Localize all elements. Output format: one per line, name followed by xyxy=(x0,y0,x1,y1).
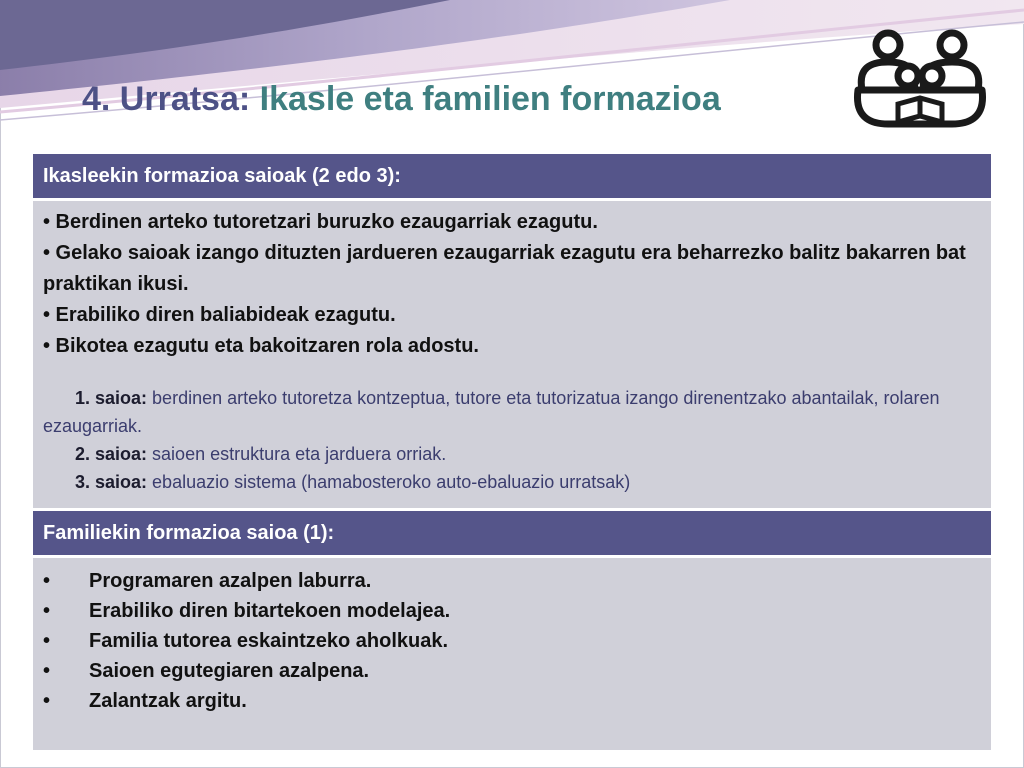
list-item xyxy=(43,566,981,596)
session-list xyxy=(43,384,979,496)
bullet-symbol: • xyxy=(43,660,51,682)
list-item xyxy=(43,656,981,686)
students-bullet: • Erabiliko diren baliabideak ezagutu. xyxy=(43,304,396,326)
group-reading-icon xyxy=(848,24,990,130)
list-item-text: Familia tutorea eskaintzeko aholkuak. xyxy=(89,630,449,652)
session-item xyxy=(43,384,979,440)
page-title xyxy=(82,80,721,119)
list-item-text: Erabiliko diren bitartekoen modelajea. xyxy=(89,600,451,622)
families-section-body xyxy=(33,558,991,750)
session-item xyxy=(43,468,979,496)
session-text: ebaluazio sistema (hamabosteroko auto-ebaluazio urratsak) xyxy=(147,472,631,492)
list-item xyxy=(43,686,981,716)
list-item xyxy=(43,596,981,626)
list-item xyxy=(43,626,981,656)
families-section-header: Familiekin formazioa saioa (1): xyxy=(33,511,991,555)
list-item-text: Zalantzak argitu. xyxy=(89,690,247,712)
title-step-number: 4. Urratsa: xyxy=(82,80,251,118)
session-item xyxy=(43,440,979,468)
students-section-body xyxy=(33,201,991,508)
bullet-symbol: • xyxy=(43,630,51,652)
list-item-text: Programaren azalpen laburra. xyxy=(89,570,372,592)
formation-table xyxy=(33,154,991,750)
title-step-name: Ikasle eta familien formazioa xyxy=(259,80,721,118)
students-bullet: • Bikotea ezagutu eta bakoitzaren rola adostu. xyxy=(43,335,479,357)
session-label: 1. saioa: xyxy=(75,388,148,408)
session-label: 3. saioa: xyxy=(75,472,148,492)
session-label: 2. saioa: xyxy=(75,444,148,464)
students-bullet: • Berdinen arteko tutoretzari buruzko ezaugarriak ezagutu. xyxy=(43,211,598,233)
bullet-symbol: • xyxy=(43,600,51,622)
students-section-header: Ikasleekin formazioa saioak (2 edo 3): xyxy=(33,154,991,198)
students-bullet: • Gelako saioak izango dituzten jardueren ezaugarriak ezagutu era beharrezko balitz bakarren bat praktikan ikusi. xyxy=(43,242,966,295)
bullet-symbol: • xyxy=(43,690,51,712)
list-item-text: Saioen egutegiaren azalpena. xyxy=(89,660,370,682)
bullet-symbol: • xyxy=(43,570,51,592)
session-text: saioen estruktura eta jarduera orriak. xyxy=(147,444,447,464)
families-list xyxy=(43,566,981,716)
session-text: berdinen arteko tutoretza kontzeptua, tutore eta tutorizatua izango direnentzako abantailak, rolaren ezaugarriak. xyxy=(43,388,940,436)
